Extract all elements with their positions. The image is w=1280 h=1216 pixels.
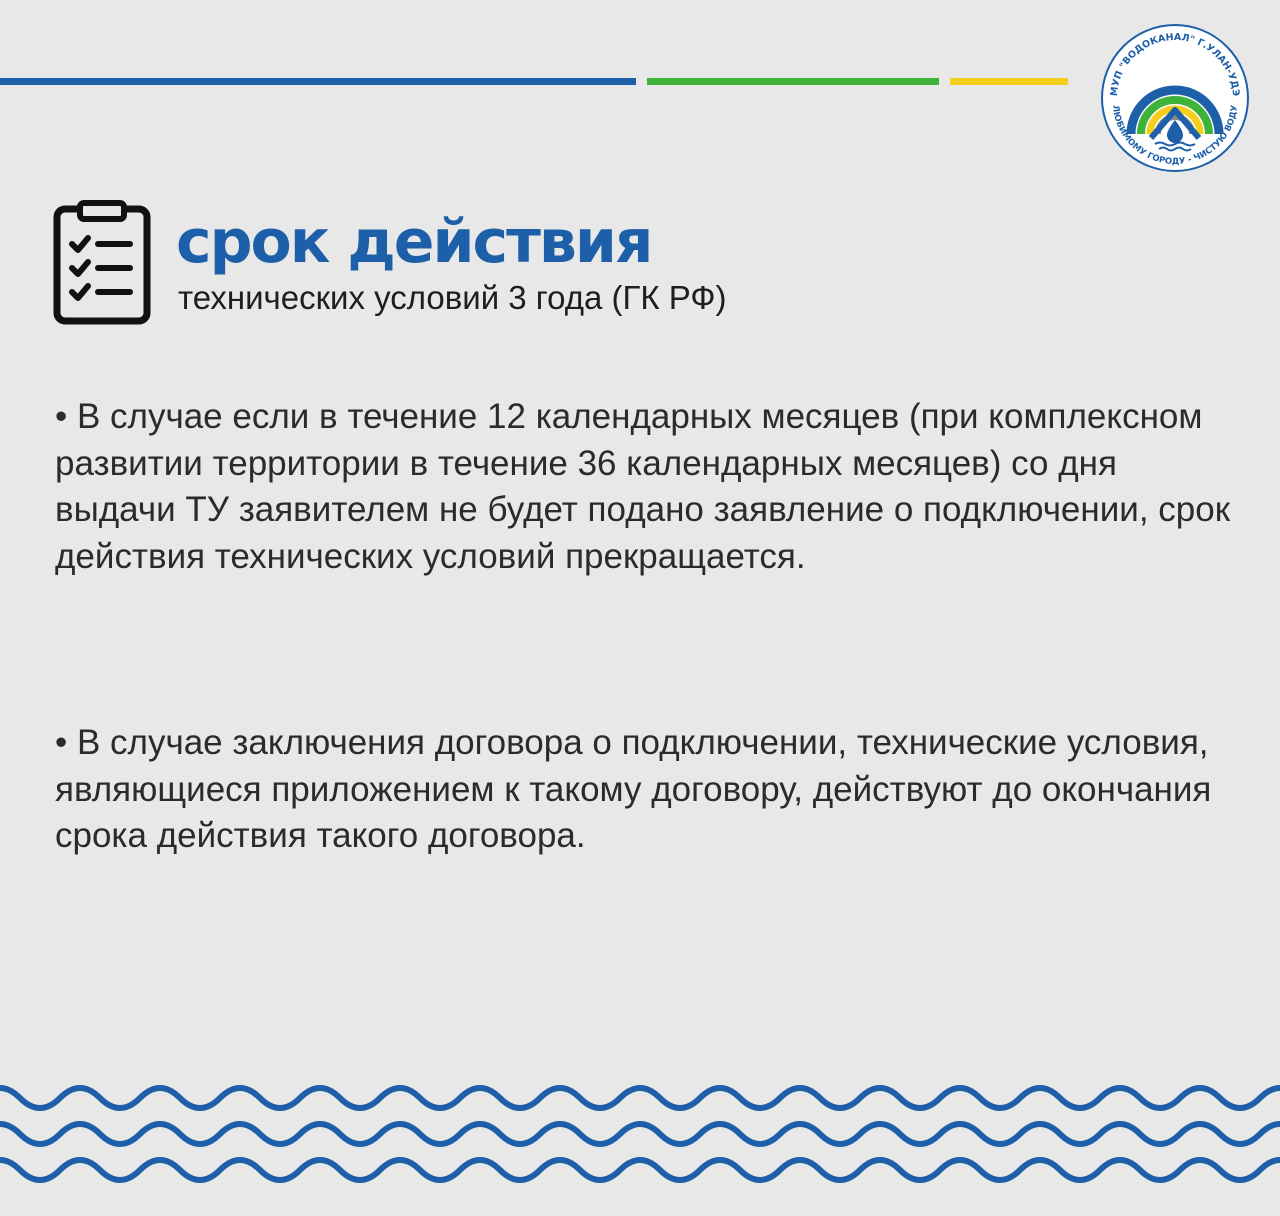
top-stripe-green (647, 78, 939, 85)
bullet-paragraph: • В случае заключения договора о подключении, технические условия, являющиеся приложением к такому договору, действуют до окончания срока действия такого договора. (55, 723, 1212, 855)
waves-decoration (0, 1070, 1280, 1216)
top-stripe-blue (0, 78, 636, 85)
clipboard-checklist-icon (52, 200, 152, 326)
svg-text:ЛЮБИМОМУ ГОРОДУ - ЧИСТУЮ ВОДУ: ЛЮБИМОМУ ГОРОДУ - ЧИСТУЮ ВОДУ (1110, 104, 1240, 168)
vodokanal-logo (1099, 22, 1251, 174)
bullet-paragraph: • В случае если в течение 12 календарных месяцев (при комплексном развитии территории в течение 36 календарных месяцев) со дня выдачи ТУ заявителем не будет подано заявление о подключении, срок действия технических условий прекращается. (55, 397, 1231, 576)
vodokanal-logo-icon (1099, 22, 1251, 174)
page-title: срок действия (176, 207, 652, 277)
page-subtitle: технических условий 3 года (ГК РФ) (178, 279, 727, 316)
top-stripe-yellow (950, 78, 1068, 85)
svg-text:МУП "ВОДОКАНАЛ" Г.УЛАН-УДЭ: МУП "ВОДОКАНАЛ" Г.УЛАН-УДЭ (1108, 31, 1242, 97)
